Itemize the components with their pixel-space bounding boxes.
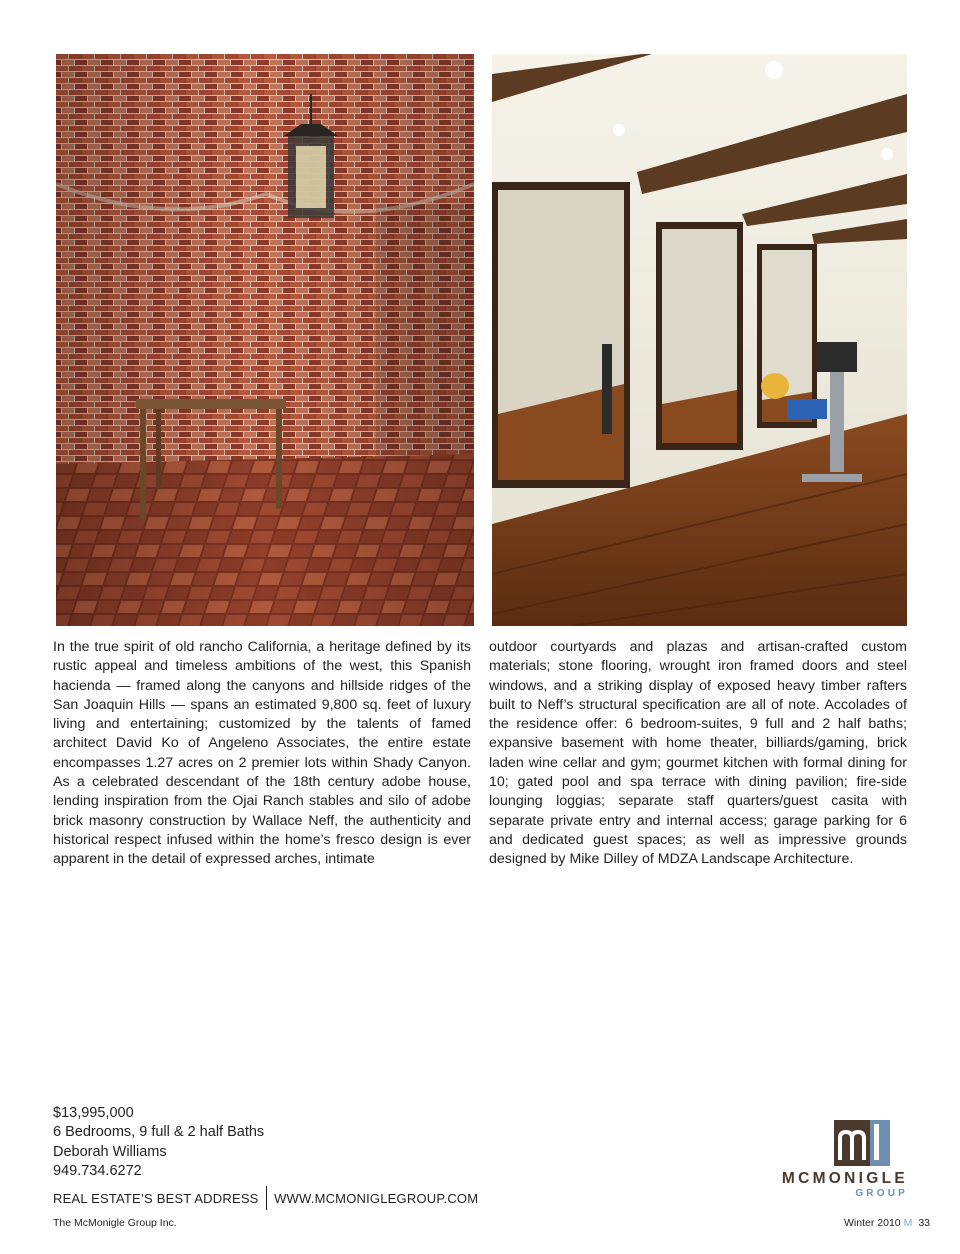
website-link[interactable]: WWW.MCMONIGLEGROUP.COM bbox=[274, 1190, 479, 1206]
footer-company: The McMonigle Group Inc. bbox=[53, 1217, 177, 1229]
listing-phone[interactable]: 949.734.6272 bbox=[53, 1163, 142, 1180]
listing-agent: Deborah Williams bbox=[53, 1143, 167, 1160]
listing-rooms: 6 Bedrooms, 9 full & 2 half Baths bbox=[53, 1124, 265, 1141]
tagline bbox=[53, 1186, 478, 1210]
logo-wordmark: MCMONIGLE bbox=[781, 1170, 908, 1187]
home-gym-photo bbox=[492, 54, 907, 626]
article-column-left: In the true spirit of old rancho California, a heritage defined by its rustic appeal and timeless ambitions of the west, this Spanish hacienda — framed along the canyons and hillside ridges of the San Joaquin Hills — spans an estimated 9,800 sq. feet of luxury living and entertaining; customized by the talents of famed architect David Ko of Angeleno Associates, the entire estate encompasses 1.27 acres on 2 premier lots within Shady Canyon. As a celebrated descendant of the 18th century adobe house, lending inspiration from the Ojai Ranch stables and silo of adobe brick masonry construction by Wallace Neff, the authenticity and historical respect infused within the home’s fresco design is ever apparent in the detail of expressed arches, intimate bbox=[53, 639, 471, 868]
footer-mag-mark: M bbox=[903, 1217, 913, 1229]
logo-subtitle: GROUP bbox=[855, 1188, 908, 1199]
page-number: 33 bbox=[918, 1217, 930, 1229]
listing-details bbox=[53, 1104, 264, 1182]
mcmonigle-logo bbox=[756, 1120, 908, 1202]
logo-mark-icon bbox=[834, 1120, 890, 1166]
tagline-slogan: REAL ESTATE’S BEST ADDRESS bbox=[53, 1190, 259, 1206]
tagline-divider bbox=[266, 1186, 268, 1210]
listing-price: $13,995,000 bbox=[53, 1105, 134, 1121]
article-column-right: outdoor courtyards and plazas and artisan-crafted custom materials; stone flooring, wrought iron framed doors and steel windows, and a striking display of exposed heavy timber rafters built to Neff’s structural specification are all of note. Accolades of the residence offer: 6 bedroom-suites, 9 full and 2 half baths; expansive basement with home theater, billiards/gaming, brick laden wine cellar and gym; gourmet kitchen with formal dining for 10; gated pool and spa terrace with dining pavilion; fire-side lounging loggias; separate staff quarters/guest casita with separate private entry and internal access; garage parking for 6 and dedicated guest spaces; as well as impressive grounds designed by Mike Dilley of MDZA Landscape Architecture. bbox=[489, 639, 907, 868]
footer-folio bbox=[844, 1217, 930, 1229]
footer-issue: Winter 2010 bbox=[844, 1217, 901, 1229]
wine-cellar-photo bbox=[56, 54, 474, 626]
